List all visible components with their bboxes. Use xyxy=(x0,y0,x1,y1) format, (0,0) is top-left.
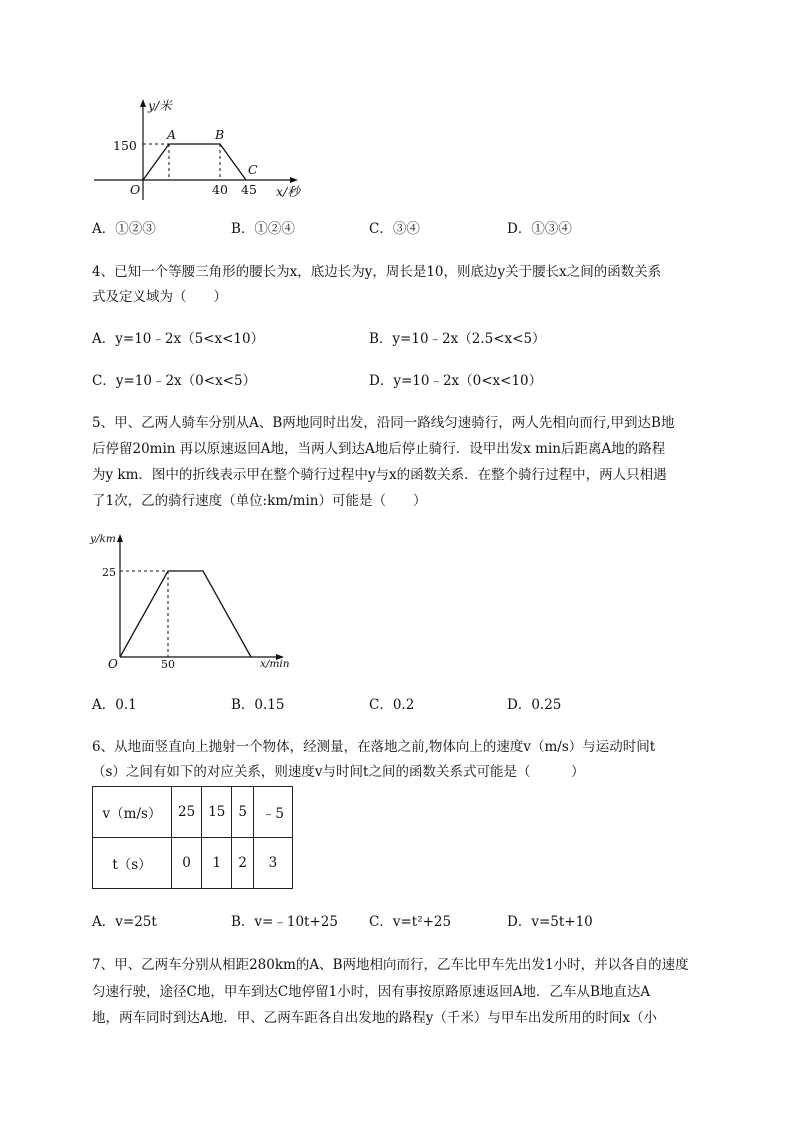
q5-option-a[interactable]: A．0.1 xyxy=(92,697,137,713)
y-axis-label: y/km xyxy=(90,533,116,545)
x-axis-arrow xyxy=(290,177,298,183)
point-label-a: A xyxy=(167,127,177,142)
q4-stem-line-2: 式及定义域为（ ） xyxy=(92,289,227,305)
q3-option-a[interactable]: A．①②③ xyxy=(92,221,156,237)
table-cell: 15 xyxy=(202,787,232,838)
q4-stem-line-1: 4、已知一个等腰三角形的腰长为x，底边长为y，周长是10，则底边y关于腰长x之间的函数关系 xyxy=(92,264,662,280)
q4-option-b[interactable]: B．y=10﹣2x（2.5<x<5） xyxy=(369,331,546,347)
x-tick-label: 50 xyxy=(161,658,175,671)
q6-stem-line-1: 6、从地面竖直向上抛射一个物体，经测量，在落地之前,物体向上的速度v（m/s）与运动时间t xyxy=(92,739,656,755)
q5-stem-line-1: 5、甲、乙两人骑车分别从A、B两地同时出发，沿同一路线匀速骑行，两人先相向而行,甲到达B地 xyxy=(92,415,675,431)
graph-line xyxy=(143,144,246,180)
table-cell: 3 xyxy=(253,838,292,889)
point-label-b: B xyxy=(215,127,225,142)
q4-option-a[interactable]: A．y=10﹣2x（5<x<10） xyxy=(92,331,265,347)
table-header-cell: t（s） xyxy=(93,838,172,889)
q3-option-d[interactable]: D．①③④ xyxy=(507,221,572,237)
q5-option-b[interactable]: B．0.15 xyxy=(231,697,285,713)
q7-stem-line-3: 地，两车同时到达A地．甲、乙两车距各自出发地的路程y（千米）与甲车出发所用的时间x（小 xyxy=(92,1010,657,1026)
origin-label: O xyxy=(130,182,141,197)
table-cell: 5 xyxy=(232,787,254,838)
origin-label: O xyxy=(108,657,118,671)
q7-stem-line-1: 7、甲、乙两车分别从相距280km的A、B两地相向而行，乙车比甲车先出发1小时，并以各自的速度 xyxy=(92,957,689,973)
q5-option-c[interactable]: C．0.2 xyxy=(369,697,415,713)
table-row xyxy=(93,838,293,889)
graph-2 xyxy=(88,528,303,673)
table-header-cell: v（m/s） xyxy=(93,787,172,838)
q5-stem-line-3: 为y km．图中的折线表示甲在整个骑行过程中y与x的函数关系．在整个骑行过程中，两人只相遇 xyxy=(92,467,667,483)
q6-option-a[interactable]: A．v=25t xyxy=(92,914,157,930)
table-cell: 1 xyxy=(202,838,232,889)
q5-stem-line-4: 了1次，乙的骑行速度（单位:km/min）可能是（ ） xyxy=(92,493,427,509)
x-axis-label: x/min xyxy=(260,658,290,670)
q6-option-b[interactable]: B．v=﹣10t+25 xyxy=(231,914,338,930)
point-label-c: C xyxy=(248,162,258,177)
y-axis-label: y/米 xyxy=(148,98,172,113)
velocity-time-table xyxy=(92,786,293,889)
q7-stem-line-2: 匀速行驶，途径C地，甲车到达C地停留1小时，因有事按原路原速返回A地．乙车从B地直达A xyxy=(92,984,651,1000)
q5-stem-line-2: 后停留20min 再以原速返回A地，当两人到达A地后停止骑行．设甲出发x min后距离A地的路程 xyxy=(92,441,666,457)
y-axis-arrow xyxy=(140,99,146,107)
y-tick-label: 150 xyxy=(113,138,137,153)
q6-stem-line-2: （s）之间有如下的对应关系，则速度v与时间t之间的函数关系式可能是（ ） xyxy=(92,764,585,780)
table-cell: ﹣5 xyxy=(253,787,292,838)
q4-option-c[interactable]: C．y=10﹣2x（0<x<5） xyxy=(92,373,257,389)
x-axis-label: x/秒 xyxy=(276,184,300,199)
q3-option-c[interactable]: C．③④ xyxy=(369,221,420,237)
y-tick-label: 25 xyxy=(102,566,116,579)
q6-option-d[interactable]: D．v=5t+10 xyxy=(507,914,593,930)
graph-1 xyxy=(88,96,328,206)
q5-option-d[interactable]: D．0.25 xyxy=(507,697,562,713)
table-cell: 2 xyxy=(232,838,254,889)
q6-option-c[interactable]: C．v=t²+25 xyxy=(369,914,452,930)
graph-line xyxy=(120,571,251,657)
q3-option-b[interactable]: B．①②④ xyxy=(231,221,295,237)
table-row xyxy=(93,787,293,838)
table-cell: 0 xyxy=(172,838,202,889)
x-tick-label: 45 xyxy=(241,182,257,197)
x-tick-label: 40 xyxy=(212,182,228,197)
q4-option-d[interactable]: D．y=10﹣2x（0<x<10） xyxy=(369,373,543,389)
y-axis-arrow xyxy=(117,534,123,542)
table-cell: 25 xyxy=(172,787,202,838)
